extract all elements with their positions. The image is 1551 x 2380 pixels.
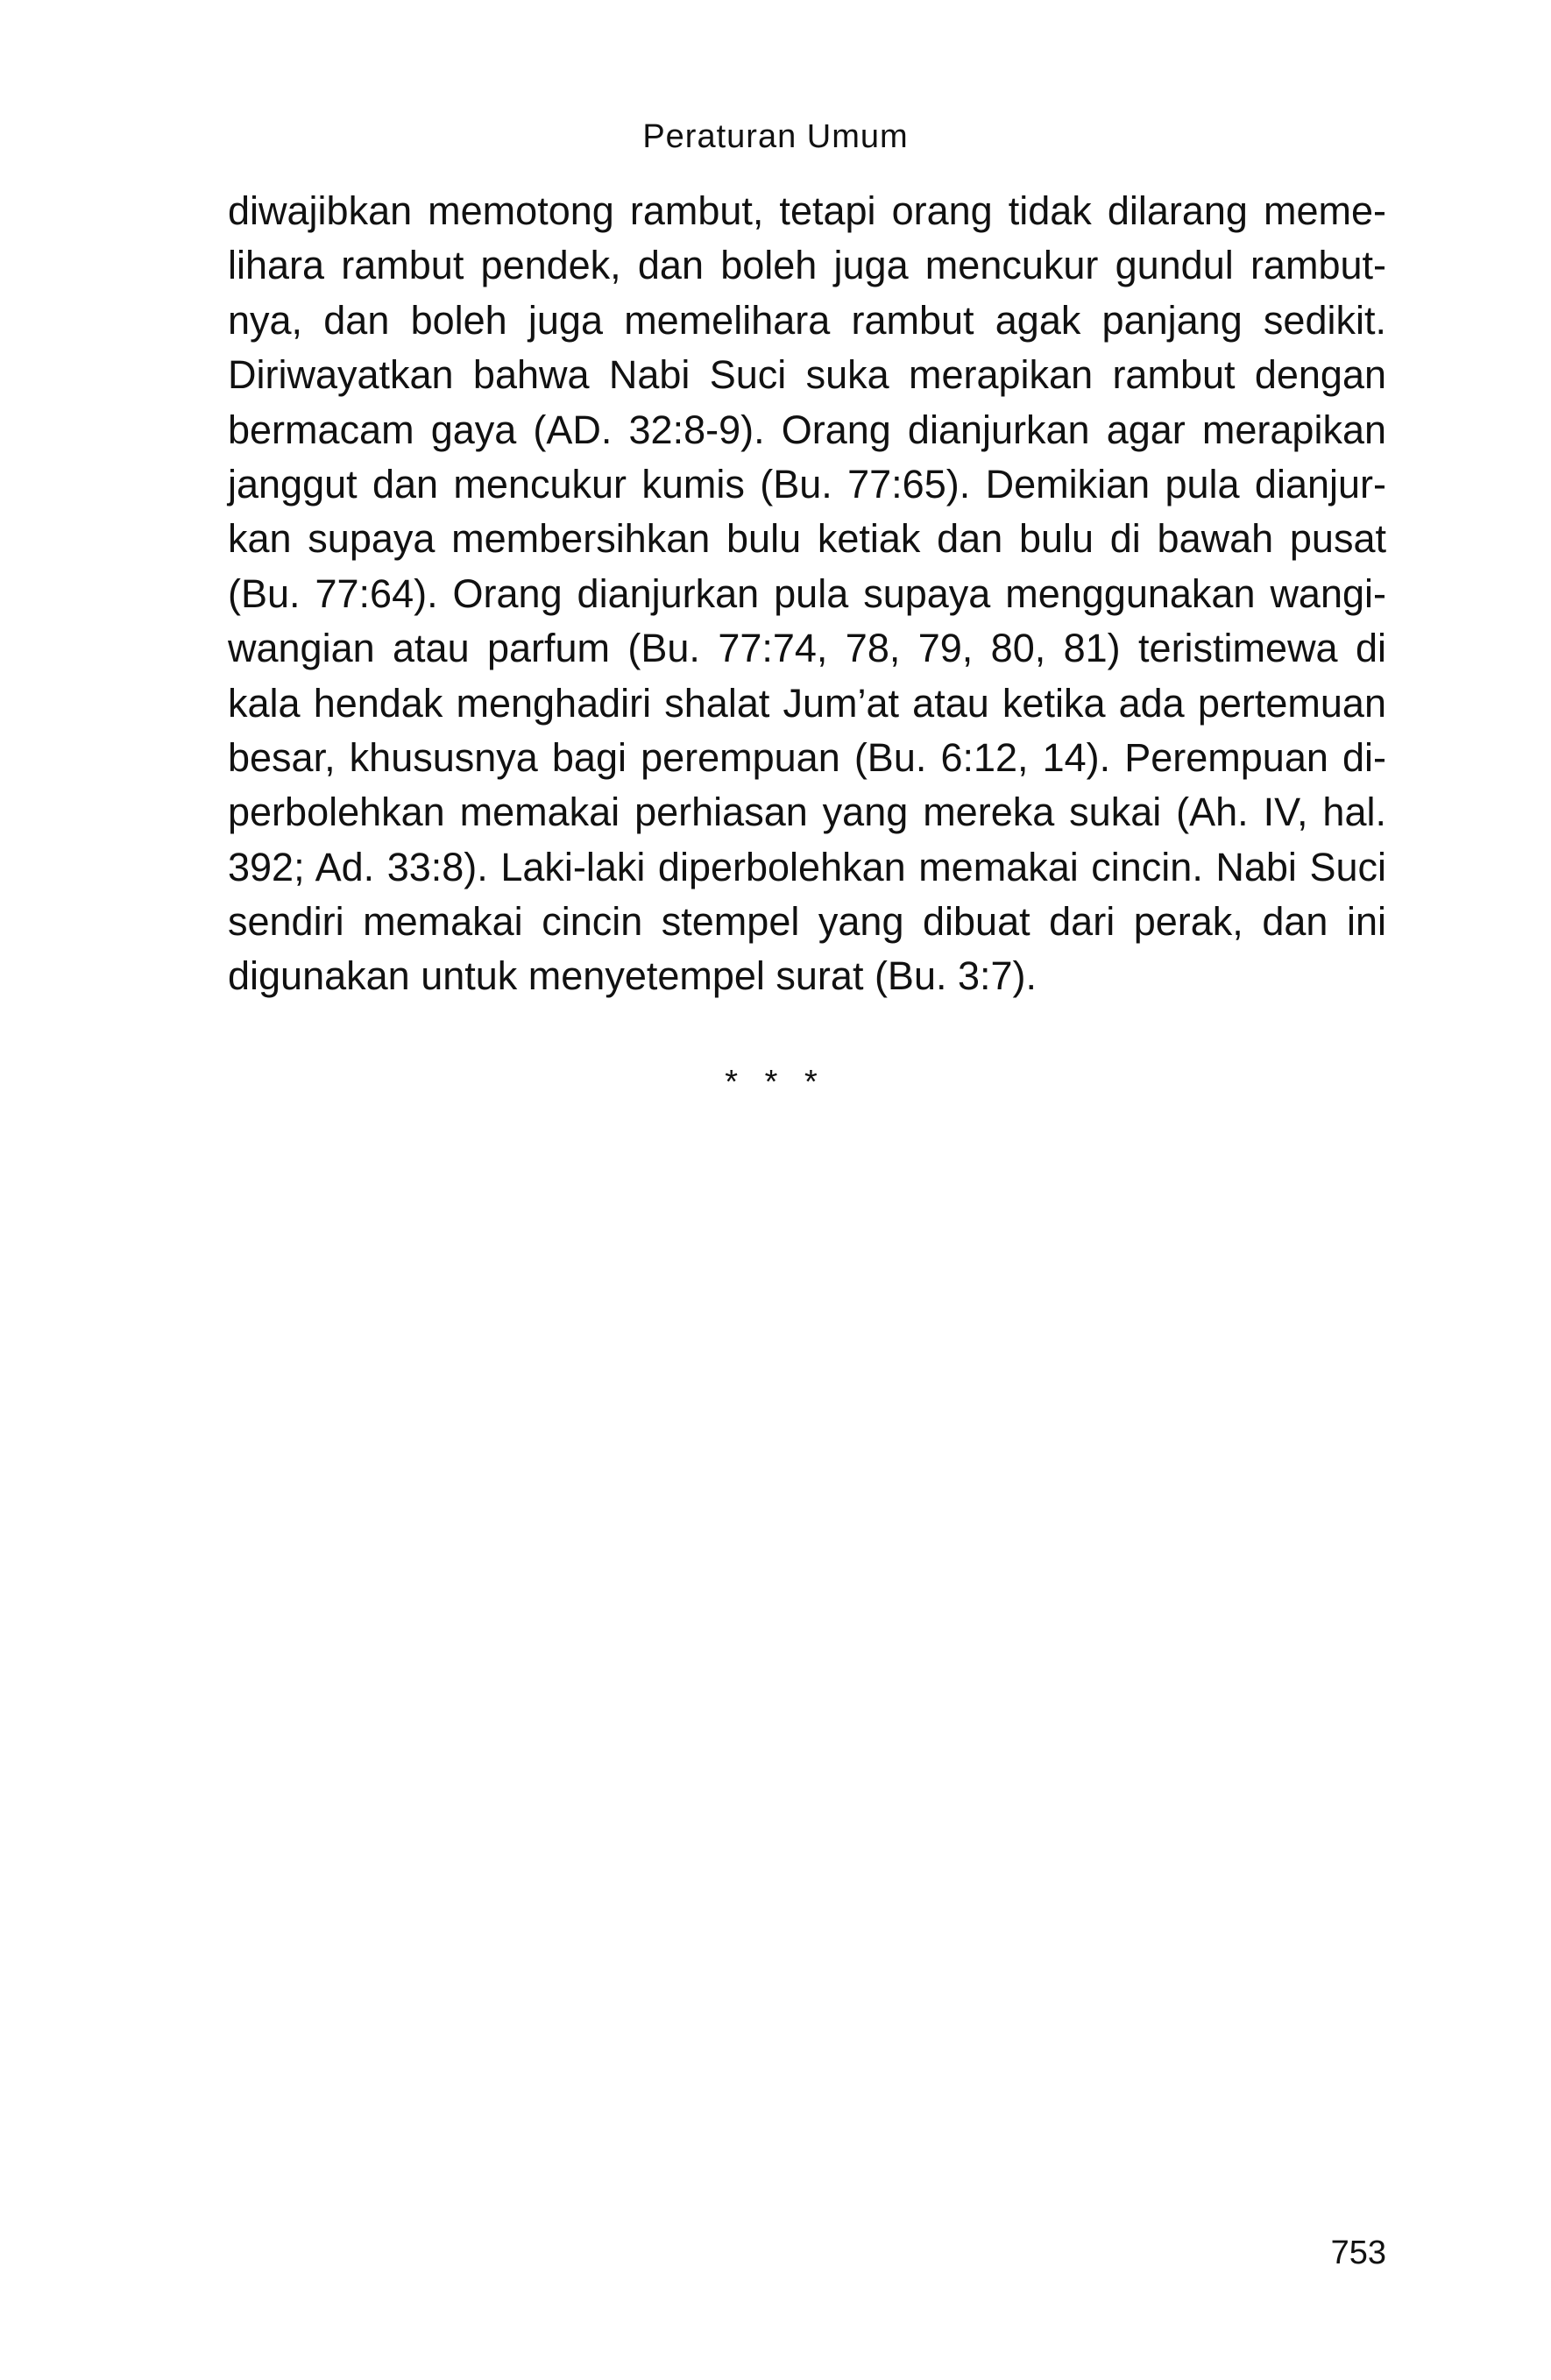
text-line: sendiri memakai cincin stempel yang dibuat dari perak, dan ini <box>228 899 1386 945</box>
running-header: Peraturan Umum <box>642 118 909 155</box>
text-line: bermacam gaya (AD. 32:8-9). Orang dianjurkan agar merapikan <box>228 407 1386 452</box>
text-line: Diriwayatkan bahwa Nabi Suci suka merapikan rambut dengan <box>228 352 1386 398</box>
text-line: 392; Ad. 33:8). Laki-laki diperbolehkan memakai cincin. Nabi Suci <box>228 844 1386 889</box>
text-line: janggut dan mencukur kumis (Bu. 77:65). Demikian pula dianjur- <box>228 461 1386 506</box>
page-number: 753 <box>1330 2235 1386 2271</box>
text-line: diwajibkan memotong rambut, tetapi orang tidak dilarang meme- <box>228 188 1386 233</box>
text-line: (Bu. 77:64). Orang dianjurkan pula supaya menggunakan wangi- <box>228 570 1386 616</box>
text-line: kan supaya membersihkan bulu ketiak dan bulu di bawah pusat <box>228 516 1386 562</box>
text-line: besar, khususnya bagi perempuan (Bu. 6:12, 14). Perempuan di- <box>228 734 1386 780</box>
text-line: lihara rambut pendek, dan boleh juga mencukur gundul rambut- <box>228 243 1386 288</box>
text-line: perbolehkan memakai perhiasan yang mereka sukai (Ah. IV, hal. <box>228 790 1386 835</box>
text-line: nya, dan boleh juga memelihara rambut agak panjang sedikit. <box>228 297 1386 343</box>
body-paragraph <box>228 184 1386 1004</box>
text-line: kala hendak menghadiri shalat Jum’at atau ketika ada pertemuan <box>228 680 1386 726</box>
section-separator: * * * <box>725 1064 826 1101</box>
text-line-last: digunakan untuk menyetempel surat (Bu. 3:7). <box>228 953 1038 999</box>
text-line: wangian atau parfum (Bu. 77:74, 78, 79, 80, 81) teristimewa di <box>228 626 1386 671</box>
